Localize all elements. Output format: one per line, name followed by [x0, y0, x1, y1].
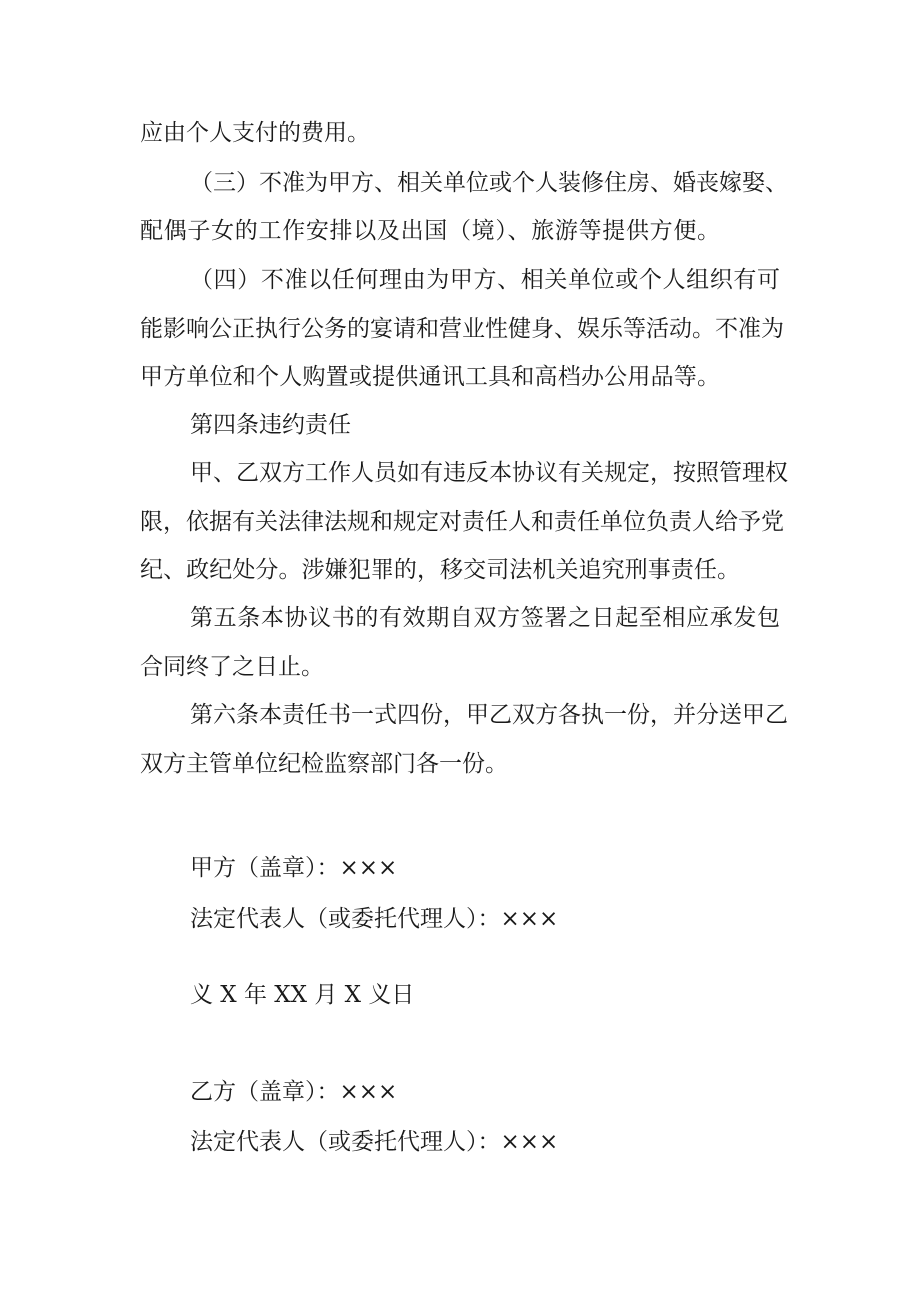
article-4-line-3: 纪、政纪处分。涉嫌犯罪的，移交司法机关追究刑事责任。 [140, 557, 740, 583]
signing-date: 义 X 年 XX 月 X 义日 [190, 982, 415, 1008]
party-b-representative: 法定代表人（或委托代理人）：××× [190, 1129, 559, 1155]
article-6-line-2: 双方主管单位纪检监察部门各一份。 [140, 751, 508, 777]
clause-4-line-1: （四）不准以任何理由为甲方、相关单位或个人组织有可 [190, 267, 780, 293]
clause-3-line-2: 配偶子女的工作安排以及出国（境）、旅游等提供方便。 [140, 218, 720, 244]
party-a-seal-label: 甲方（盖章）：××× [190, 855, 398, 881]
article-4-line-1: 甲、乙双方工作人员如有违反本协议有关规定，按照管理权 [190, 460, 788, 486]
article-5-line-2: 合同终了之日止。 [140, 654, 324, 680]
text-line-1: 应由个人支付的费用。 [140, 120, 370, 146]
clause-4-line-3: 甲方单位和个人购置或提供通讯工具和高档办公用品等。 [140, 364, 720, 390]
article-4-line-2: 限，依据有关法律法规和规定对责任人和责任单位负责人给予党 [140, 509, 784, 535]
clause-3-line-1: （三）不准为甲方、相关单位或个人装修住房、婚丧嫁娶、 [190, 170, 788, 196]
party-a-representative: 法定代表人（或委托代理人）：××× [190, 906, 559, 932]
article-4-heading: 第四条违约责任 [190, 412, 351, 438]
article-5-line-1: 第五条本协议书的有效期自双方签署之日起至相应承发包 [190, 605, 780, 631]
party-b-seal-label: 乙方（盖章）：××× [190, 1079, 398, 1105]
clause-4-line-2: 能影响公正执行公务的宴请和营业性健身、娱乐等活动。不准为 [140, 316, 784, 342]
article-6-line-1: 第六条本责任书一式四份，甲乙双方各执一份，并分送甲乙 [190, 702, 788, 728]
